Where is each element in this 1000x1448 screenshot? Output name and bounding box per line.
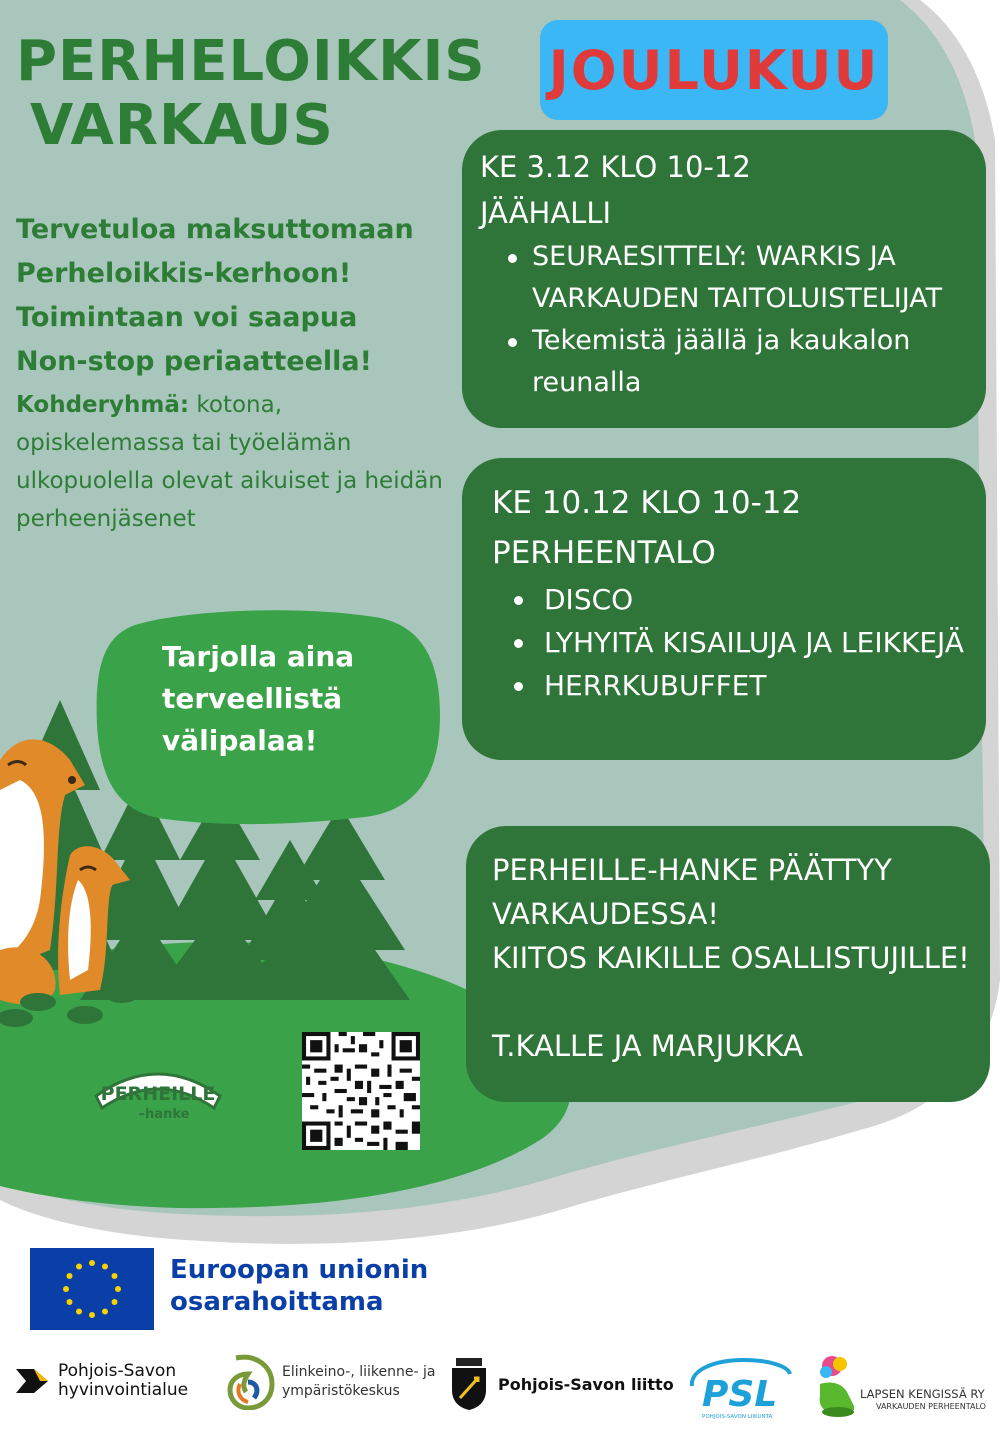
fox-illustration	[0, 720, 150, 1040]
event-place: JÄÄHALLI	[480, 196, 612, 230]
eu-flag-icon	[30, 1248, 154, 1330]
event-card-ice-hall	[462, 130, 986, 428]
title-line-2: VARKAUS	[30, 93, 334, 158]
partner-logo-lapsen-kengissa	[814, 1354, 986, 1420]
month-label: JOULUKUU	[548, 38, 880, 102]
partner-logo-psl	[684, 1356, 794, 1422]
intro-line: Non-stop periaatteella!	[16, 346, 372, 377]
snack-line: välipalaa!	[162, 724, 318, 757]
perheille-logo-subtext: –hanke	[138, 1107, 190, 1122]
intro-section	[16, 208, 446, 538]
event-card-family-house	[462, 458, 986, 760]
snack-line: Tarjolla aina	[162, 640, 355, 673]
farewell-card	[466, 826, 990, 1102]
snack-text	[162, 636, 422, 762]
perheille-logo	[88, 1058, 228, 1132]
farewell-line: VARKAUDESSA!	[492, 897, 720, 931]
partner-line: VARKAUDEN PERHEENTALO	[876, 1402, 986, 1411]
event-item: SEURAESITTELY: WARKIS JA VARKAUDEN TAITOLUISTELIJAT	[480, 236, 986, 320]
farewell-signature: T.KALLE JA MARJUKKA	[492, 1029, 803, 1063]
event-item: HERRKUBUFFET	[492, 664, 986, 707]
intro-line: Toimintaan voi saapua	[16, 302, 358, 333]
month-badge	[540, 20, 888, 120]
psl-logo-text: PSL	[702, 1374, 778, 1415]
partner-line: Elinkeino-, liikenne- ja	[282, 1364, 436, 1380]
event-items	[480, 236, 986, 404]
event-date: KE 3.12 KLO 10-12	[480, 150, 751, 184]
page-title	[16, 30, 486, 158]
eu-text-line: Euroopan unionin	[170, 1255, 429, 1285]
partner-line: hyvinvointialue	[58, 1380, 189, 1400]
event-date: KE 10.12 KLO 10-12	[492, 485, 802, 521]
farewell-line: KIITOS KAIKILLE OSALLISTUJILLE!	[492, 941, 970, 975]
event-place: PERHEENTALO	[492, 535, 716, 571]
lapsen-kengissa-logo-icon	[814, 1354, 858, 1420]
partner-line: ympäristökeskus	[282, 1383, 400, 1399]
target-group-text: kotona, opiskelemassa tai työelämän ulkopuolella olevat aikuiset ja heidän perheenjäsenet	[16, 392, 443, 532]
eu-text-line: osarahoittama	[170, 1287, 384, 1317]
perheille-logo-badge	[88, 1058, 228, 1128]
intro-line: Tervetuloa maksuttomaan	[16, 214, 414, 245]
psl-logo-subtext: POHJOIS-SAVON LIIKUNTA	[702, 1414, 773, 1420]
hyvinvointialue-logo-icon	[14, 1363, 50, 1399]
partner-logo-ely-keskus	[226, 1354, 435, 1410]
intro-line: Perheloikkis-kerhoon!	[16, 258, 352, 289]
coat-of-arms-icon	[448, 1356, 490, 1412]
event-item: Tekemistä jäällä ja kaukalon reunalla	[480, 320, 986, 404]
event-items	[492, 578, 986, 707]
partner-line: Pohjois-Savon	[58, 1361, 177, 1381]
event-item: LYHYITÄ KISAILUJA JA LEIKKEJÄ	[492, 621, 986, 664]
target-group	[16, 386, 446, 538]
eu-funding-text	[170, 1254, 428, 1318]
spacer	[492, 980, 990, 1024]
partner-line: LAPSEN KENGISSÄ RY	[860, 1387, 985, 1401]
snack-line: terveellistä	[162, 682, 343, 715]
qr-code	[302, 1032, 420, 1150]
title-line-1: PERHELOIKKIS	[16, 29, 486, 94]
ely-logo-icon	[226, 1354, 276, 1410]
partner-text	[58, 1362, 188, 1400]
partner-line: Pohjois-Savon liitto	[498, 1374, 674, 1394]
farewell-line: PERHEILLE-HANKE PÄÄTTYY	[492, 853, 892, 887]
psl-logo-icon	[684, 1356, 794, 1422]
partner-logo-pohjois-savon-liitto	[448, 1356, 674, 1412]
partner-text	[860, 1387, 986, 1413]
event-item: DISCO	[492, 578, 986, 621]
perheille-logo-text: PERHEILLE	[100, 1083, 216, 1105]
target-group-label: Kohderyhmä:	[16, 392, 190, 418]
partner-logo-pohjois-savon-hyvinvointialue	[14, 1362, 188, 1400]
partner-text	[282, 1363, 435, 1401]
